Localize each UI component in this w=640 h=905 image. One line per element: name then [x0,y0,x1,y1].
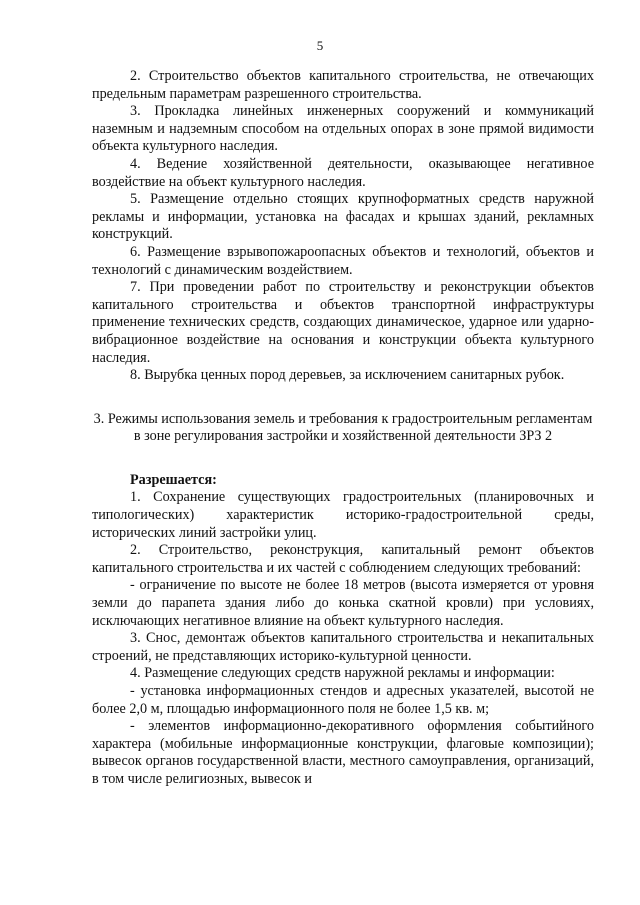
allowed-heading: Разрешается: [130,471,217,488]
allowed-item-4-stands: - установка информационных стендов и адресных указателей, высотой не более 2,0 м, площадью информационного поля не более 1,5 кв. м; [92,683,594,717]
allowed-item-4-decorative: - элементов информационно-декоративного оформления событийного характера (мобильные информационные конструкции, флаговые композиции); вывесок органов государственной власти, местного самоуправления, организаций, в том числе религиозных, вывесок и [92,718,594,787]
section-title: 3. Режимы использования земель и требования к градостроительным регламентам в зоне регулирования застройки и хозяйственной деятельности ЗРЗ 2 [93,410,593,445]
prohibition-item-5: 5. Размещение отдельно стоящих крупноформатных средств наружной рекламы и информации, установка на фасадах и крышах зданий, рекламных конструкций. [92,191,594,243]
allowed-item-2-height-limit: - ограничение по высоте не более 18 метров (высота измеряется от уровня земли до парапета здания либо до конька скатной кровли) при условиях, исключающих негативное влияние на объект культурного наследия. [92,577,594,629]
prohibition-item-6: 6. Размещение взрывопожароопасных объектов и технологий, объектов и технологий с динамическим воздействием. [92,243,594,278]
prohibition-item-3: 3. Прокладка линейных инженерных сооружений и коммуникаций наземным и надземным способом на отдельных опорах в зоне прямой видимости объекта культурного наследия. [92,103,594,155]
allowed-item-4: 4. Размещение следующих средств наружной рекламы и информации: [130,665,555,682]
allowed-item-2: 2. Строительство, реконструкция, капитальный ремонт объектов капитального строительства и их частей с соблюдением следующих требований: [92,542,594,576]
document-body [92,68,594,789]
prohibition-item-4: 4. Ведение хозяйственной деятельности, оказывающее негативное воздействие на объект культурного наследия. [92,155,594,190]
prohibition-item-7: 7. При проведении работ по строительству и реконструкции объектов капитального строительства и объектов транспортной инфраструктуры применение технических средств, создающих динамическое, ударное или ударно-вибрационное воздействие на основания и конструкции объекта культурного наследия. [92,279,594,366]
allowed-item-1: 1. Сохранение существующих градостроительных (планировочных и типологических) характеристик историко-градостроительной среды, исторических линий застройки улиц. [92,489,594,541]
prohibition-item-8: 8. Вырубка ценных пород деревьев, за исключением санитарных рубок. [130,367,565,384]
allowed-item-3: 3. Снос, демонтаж объектов капитального строительства и некапитальных строений, не представляющих историко-культурной ценности. [92,630,594,664]
prohibition-item-2: 2. Строительство объектов капитального строительства, не отвечающих предельным параметрам разрешенного строительства. [92,68,594,102]
page-number: 5 [316,38,324,53]
